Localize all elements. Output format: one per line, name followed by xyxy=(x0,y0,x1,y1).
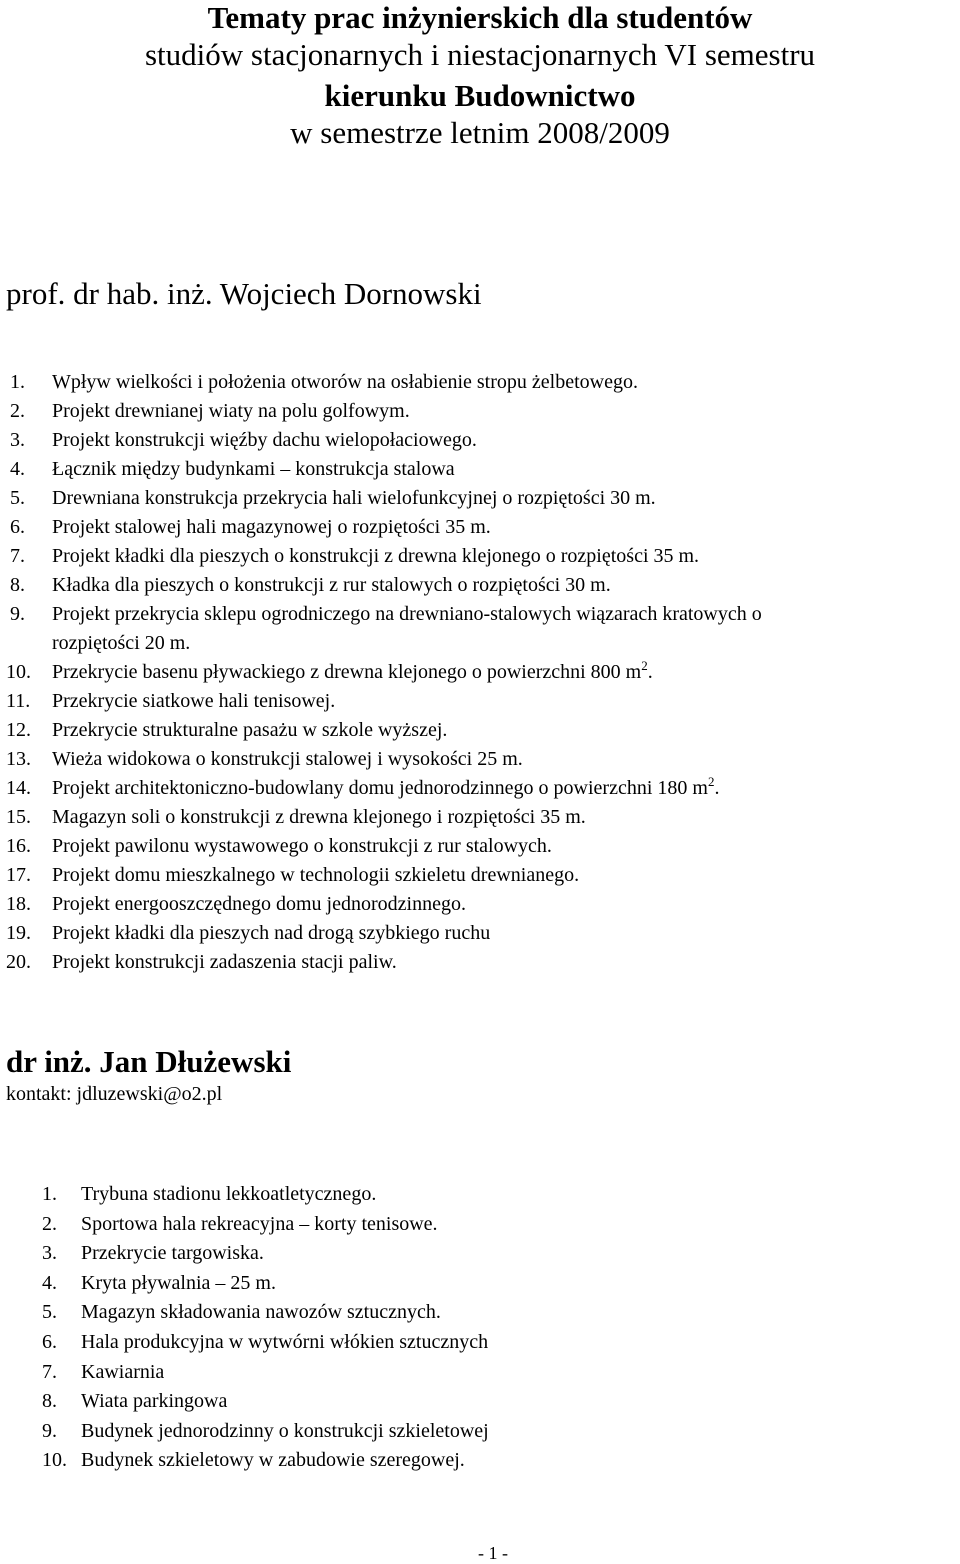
topic-text-main: Projekt kładki dla pieszych o konstrukcji z drewna klejonego o rozpiętości 35 m. xyxy=(52,545,700,567)
topic-text xyxy=(52,543,699,569)
topic-text-main: Łącznik między budynkami – konstrukcja stalowa xyxy=(52,458,455,480)
topic-text xyxy=(52,717,447,743)
topic-text-main: Projekt stalowej hali magazynowej o rozpiętości 35 m. xyxy=(52,516,491,538)
topic-text-main: Kładka dla pieszych o konstrukcji z rur stalowych o rozpiętości 30 m. xyxy=(52,574,611,596)
supervisor-name-2: dr inż. Jan Dłużewski xyxy=(6,1044,292,1079)
topic-text xyxy=(52,891,466,917)
topic-text-main: Sportowa hala rekreacyjna – korty tenisowe. xyxy=(81,1212,438,1235)
topic-text-main: Kawiarnia xyxy=(81,1360,165,1383)
topic-text-main: Przekrycie targowiska. xyxy=(81,1242,264,1265)
topic-number: 5. xyxy=(42,1301,57,1324)
topic-number: 20. xyxy=(6,951,31,973)
topic-number: 15. xyxy=(6,806,31,828)
topic-text-main: Drewniana konstrukcja przekrycia hali wielofunkcyjnej o rozpiętości 30 m. xyxy=(52,487,656,509)
topic-text-main: Wpływ wielkości i położenia otworów na osłabienie stropu żelbetowego. xyxy=(52,371,638,393)
topic-number: 4. xyxy=(42,1271,57,1294)
topic-number: 8. xyxy=(10,574,25,596)
topic-text xyxy=(81,1359,164,1385)
title-line-1: Tematy prac inżynierskich dla studentów xyxy=(207,0,753,35)
topic-text-main: Hala produkcyjna w wytwórni włókien sztucznych xyxy=(81,1331,489,1353)
topic-number: 6. xyxy=(10,516,25,538)
topic-text xyxy=(52,659,653,685)
topic-text xyxy=(81,1418,489,1444)
topic-text xyxy=(52,601,762,627)
title-line-4: w semestrze letnim 2008/2009 xyxy=(290,115,670,150)
topic-text-main: Projekt przekrycia sklepu ogrodniczego na drewniano-stalowych wiązarach kratowych o xyxy=(52,603,762,625)
superscript: 2 xyxy=(641,658,648,673)
topic-number: 16. xyxy=(6,835,31,857)
topic-text xyxy=(52,862,579,888)
topic-number: 8. xyxy=(42,1390,57,1413)
topic-text-main: Projekt drewnianej wiaty na polu golfowym. xyxy=(52,400,410,422)
title-line-3: kierunku Budownictwo xyxy=(324,78,636,113)
topic-text-main: Przekrycie strukturalne pasażu w szkole wyższej. xyxy=(52,719,448,741)
supervisor-contact: kontakt: jdluzewski@o2.pl xyxy=(6,1083,223,1105)
topic-number: 11. xyxy=(6,690,31,712)
topic-number: 2. xyxy=(42,1212,57,1235)
topic-text-suffix: . xyxy=(714,777,720,799)
topic-text xyxy=(81,1211,438,1237)
topic-text-main: Projekt konstrukcji więźby dachu wielopołaciowego. xyxy=(52,429,477,451)
topic-number: 7. xyxy=(10,545,25,567)
topic-text xyxy=(52,398,410,424)
topic-number: 14. xyxy=(6,777,31,799)
topic-number: 18. xyxy=(6,893,31,915)
topic-text xyxy=(81,1388,227,1414)
topic-text-main: Projekt architektoniczno-budowlany domu jednorodzinnego o powierzchni 180 m xyxy=(52,777,708,799)
topic-text-main: Budynek jednorodzinny o konstrukcji szkieletowej xyxy=(81,1419,489,1442)
topic-text xyxy=(52,456,455,482)
topic-text-main: Projekt kładki dla pieszych nad drogą szybkiego ruchu xyxy=(52,922,491,944)
topic-text xyxy=(52,514,491,540)
topic-number: 3. xyxy=(42,1242,57,1265)
topic-number: 1. xyxy=(10,371,25,393)
topic-text-main: Budynek szkieletowy w zabudowie szeregowej. xyxy=(81,1449,465,1472)
topic-number: 9. xyxy=(10,603,25,625)
topic-text xyxy=(81,1299,441,1325)
topic-text-main: Projekt pawilonu wystawowego o konstrukcji z rur stalowych. xyxy=(52,835,552,857)
page-number: - 1 - xyxy=(478,1543,508,1563)
topic-text-main: Kryta pływalnia – 25 m. xyxy=(81,1271,276,1294)
topic-text xyxy=(81,1181,376,1207)
topic-text xyxy=(81,1270,276,1296)
topic-text xyxy=(52,427,477,453)
topic-text-main: Projekt domu mieszkalnego w technologii szkieletu drewnianego. xyxy=(52,864,580,886)
topic-text xyxy=(52,804,586,830)
topic-text xyxy=(52,920,490,946)
supervisor-name-1: prof. dr hab. inż. Wojciech Dornowski xyxy=(6,276,482,311)
topic-text xyxy=(52,949,397,975)
topic-text-main: Przekrycie basenu pływackiego z drewna klejonego o powierzchni 800 m xyxy=(52,661,642,683)
topic-number: 12. xyxy=(6,719,31,741)
topic-text xyxy=(52,369,638,395)
topic-text xyxy=(52,572,611,598)
topic-number: 3. xyxy=(10,429,25,451)
topic-number: 5. xyxy=(10,487,25,509)
topic-number: 4. xyxy=(10,458,25,480)
topic-number: 9. xyxy=(42,1419,57,1442)
topic-text-main: Magazyn składowania nawozów sztucznych. xyxy=(81,1301,441,1324)
topic-text xyxy=(52,833,552,859)
topic-text-main: Projekt konstrukcji zadaszenia stacji paliw. xyxy=(52,951,397,973)
topic-text-continuation: rozpiętości 20 m. xyxy=(52,632,191,654)
topic-text-suffix: . xyxy=(647,661,653,683)
topic-text-main: Trybuna stadionu lekkoatletycznego. xyxy=(81,1183,377,1205)
title-line-2: studiów stacjonarnych i niestacjonarnych VI semestru xyxy=(144,37,816,72)
topic-text xyxy=(52,688,335,714)
topic-text xyxy=(52,485,656,511)
topic-text xyxy=(81,1240,264,1266)
topic-text xyxy=(81,1329,488,1355)
superscript: 2 xyxy=(707,774,715,789)
topic-number: 1. xyxy=(42,1183,57,1205)
topic-number: 19. xyxy=(6,922,31,944)
topic-number: 13. xyxy=(6,748,31,770)
topic-text xyxy=(52,775,719,801)
topic-text-main: Przekrycie siatkowe hali tenisowej. xyxy=(52,690,336,712)
topic-number: 10. xyxy=(6,661,31,683)
topic-text xyxy=(52,746,523,772)
topic-text-main: Wieża widokowa o konstrukcji stalowej i wysokości 25 m. xyxy=(52,748,523,770)
topic-text-main: Projekt energooszczędnego domu jednorodzinnego. xyxy=(52,893,466,915)
topic-text xyxy=(81,1447,465,1473)
topic-number: 17. xyxy=(6,864,31,886)
topic-text-main: Magazyn soli o konstrukcji z drewna klejonego i rozpiętości 35 m. xyxy=(52,806,586,828)
topic-number: 7. xyxy=(42,1360,57,1383)
topic-text-main: Wiata parkingowa xyxy=(81,1390,228,1413)
topic-number: 6. xyxy=(42,1331,57,1353)
topic-number: 10. xyxy=(42,1449,67,1472)
topic-number: 2. xyxy=(10,400,25,422)
